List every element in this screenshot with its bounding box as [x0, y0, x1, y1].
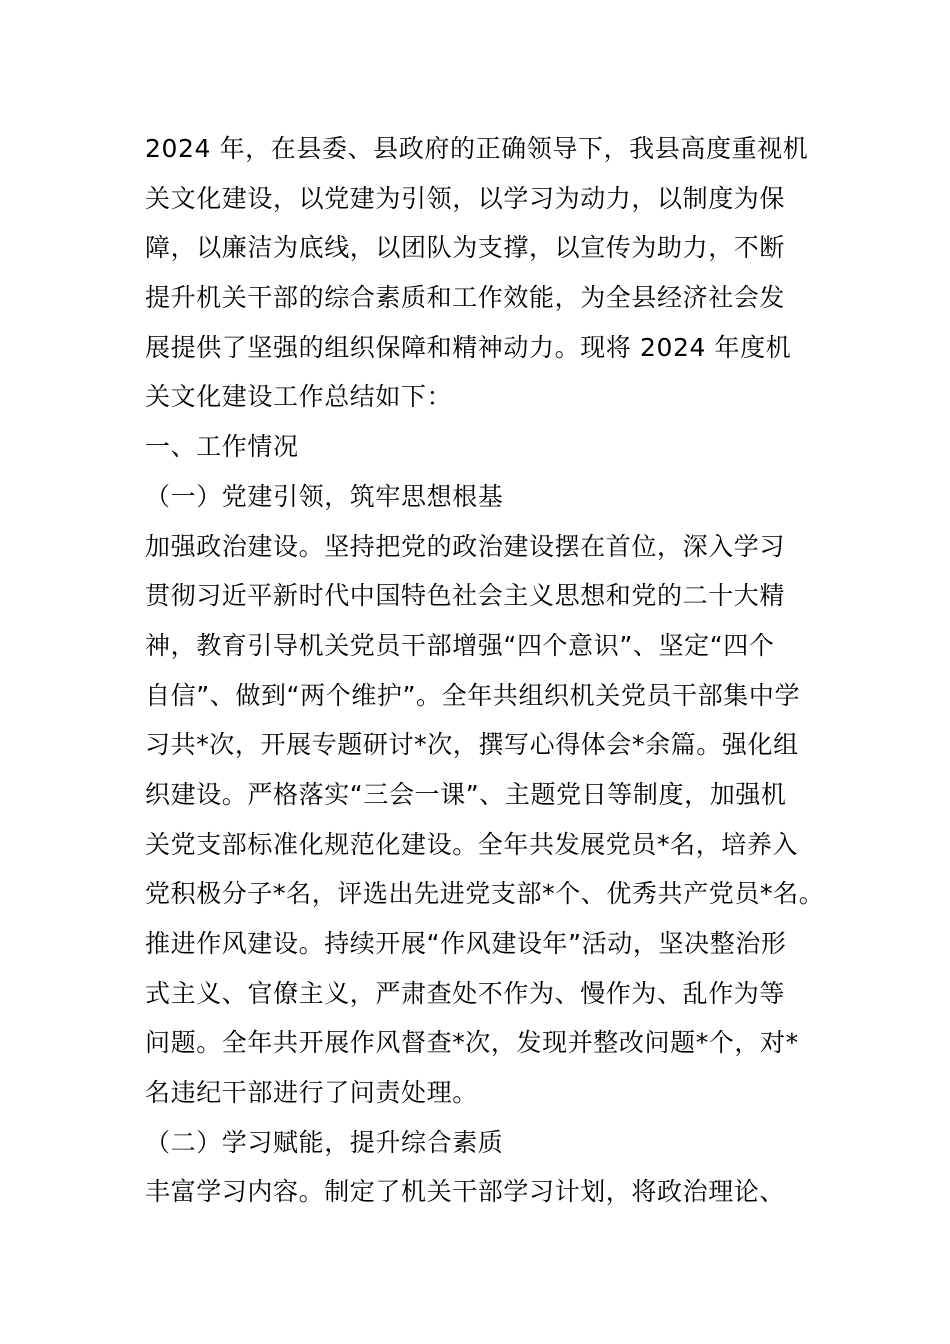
- text-line: 关党支部标准化规范化建设。全年共发展党员*名，培养入: [145, 829, 799, 859]
- text-line: 推进作风建设。持续开展“作风建设年”活动，坚决整治形: [145, 929, 787, 958]
- text-line: 神，教育引导机关党员干部增强“四个意识”、坚定“四个: [145, 630, 775, 660]
- text-line: 名违纪干部进行了问责处理。: [145, 1078, 478, 1108]
- text-line: 关文化建设，以党建为引领，以学习为动力，以制度为保: [145, 183, 786, 213]
- text-line: 织建设。严格落实“三会一课”、主题党日等制度，加强机: [145, 779, 787, 809]
- subsection-heading: （一）党建引领，筑牢思想根基: [145, 481, 504, 511]
- text-line: 2024 年，在县委、县政府的正确领导下，我县高度重视机: [145, 134, 809, 163]
- text-line: 障，以廉洁为底线，以团队为支撑，以宣传为助力，不断: [145, 233, 786, 263]
- text-line: 式主义、官僚主义，严肃查处不作为、慢作为、乱作为等: [145, 978, 786, 1008]
- text-line: 习共*次，开展专题研讨*次，撰写心得体会*余篇。强化组: [145, 730, 799, 760]
- text-line: 党积极分子*名，评选出先进党支部*个、优秀共产党员*名。: [145, 879, 825, 909]
- text-line: 展提供了坚强的组织保障和精神动力。现将 2024 年度机: [145, 332, 792, 362]
- section-heading: 一、工作情况: [145, 432, 299, 462]
- document-body: [145, 124, 825, 1217]
- subsection-heading: （二）学习赋能，提升综合素质: [145, 1127, 504, 1157]
- text-line: 提升机关干部的综合素质和工作效能，为全县经济社会发: [145, 283, 786, 313]
- text-line: 加强政治建设。坚持把党的政治建设摆在首位，深入学习: [145, 531, 786, 561]
- text-line: 关文化建设工作总结如下：: [145, 382, 453, 412]
- text-line: 丰富学习内容。制定了机关干部学习计划，将政治理论、: [145, 1177, 786, 1207]
- text-line: 问题。全年共开展作风督查*次，发现并整改问题*个，对*: [145, 1028, 799, 1058]
- text-line: 自信”、做到“两个维护”。全年共组织机关党员干部集中学: [145, 680, 801, 710]
- text-line: 贯彻习近平新时代中国特色社会主义思想和党的二十大精: [145, 581, 786, 611]
